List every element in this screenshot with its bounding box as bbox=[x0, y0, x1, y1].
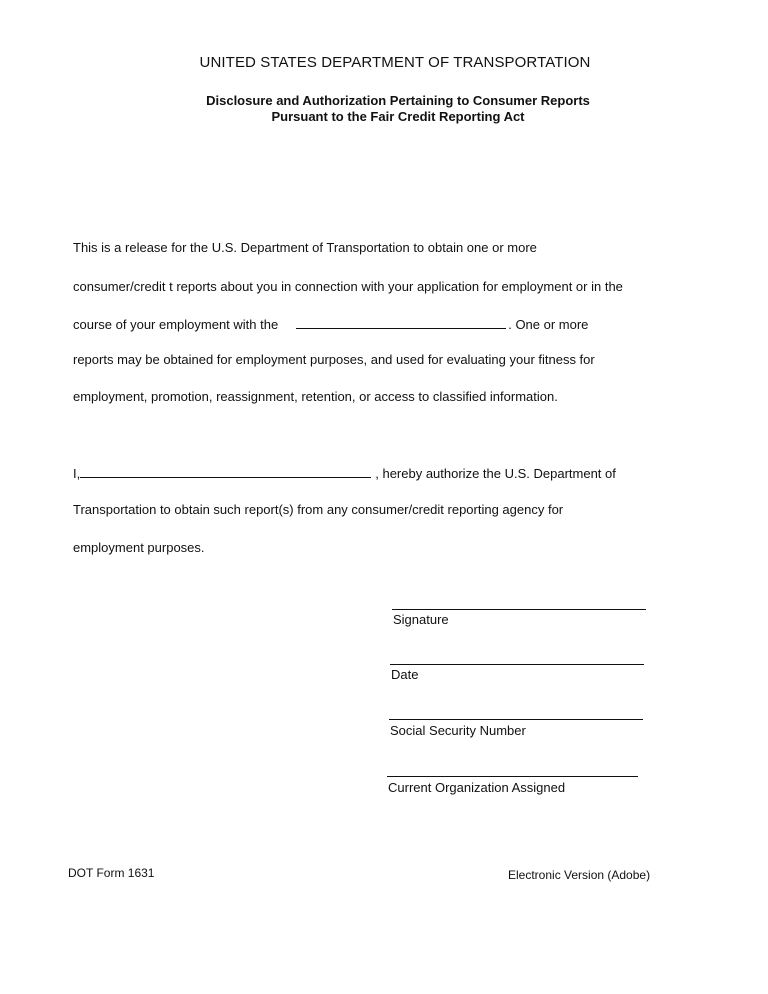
date-line[interactable] bbox=[390, 664, 644, 665]
organization-label: Current Organization Assigned bbox=[388, 780, 566, 795]
authorization-prefix: I, bbox=[73, 466, 81, 481]
date-label: Date bbox=[391, 667, 419, 682]
signature-line[interactable] bbox=[392, 609, 646, 610]
disclosure-line-2: consumer/credit t reports about you in connection with your application for employment or in the bbox=[73, 279, 623, 294]
ssn-label: Social Security Number bbox=[390, 723, 526, 738]
disclosure-line-3-text: course of your employment with the bbox=[73, 317, 279, 332]
signature-label: Signature bbox=[393, 612, 449, 627]
authorization-line-2: Transportation to obtain such report(s) from any consumer/credit reporting agency for bbox=[73, 502, 564, 517]
ssn-line[interactable] bbox=[389, 719, 643, 720]
document-subtitle-line-1: Disclosure and Authorization Pertaining to Consumer Reports bbox=[206, 93, 590, 108]
disclosure-line-5: employment, promotion, reassignment, retention, or access to classified information. bbox=[73, 389, 558, 404]
organization-line[interactable] bbox=[387, 776, 638, 777]
employer-blank-field[interactable] bbox=[296, 316, 506, 329]
authorization-line-3: employment purposes. bbox=[73, 540, 205, 555]
disclosure-line-3 bbox=[73, 316, 588, 332]
authorization-line-1-tail: , hereby authorize the U.S. Department of bbox=[375, 466, 616, 481]
name-blank-field[interactable] bbox=[80, 465, 371, 478]
disclosure-line-3-tail: . One or more bbox=[508, 317, 589, 332]
authorization-line-1 bbox=[73, 465, 616, 481]
disclosure-line-1: This is a release for the U.S. Department of Transportation to obtain one or more bbox=[73, 240, 537, 255]
electronic-version-label: Electronic Version (Adobe) bbox=[508, 868, 651, 882]
document-title: UNITED STATES DEPARTMENT OF TRANSPORTATION bbox=[199, 54, 591, 71]
form-number: DOT Form 1631 bbox=[68, 866, 155, 880]
document-subtitle-line-2: Pursuant to the Fair Credit Reporting Act bbox=[271, 109, 525, 124]
disclosure-line-4: reports may be obtained for employment purposes, and used for evaluating your fitness for bbox=[73, 352, 595, 367]
